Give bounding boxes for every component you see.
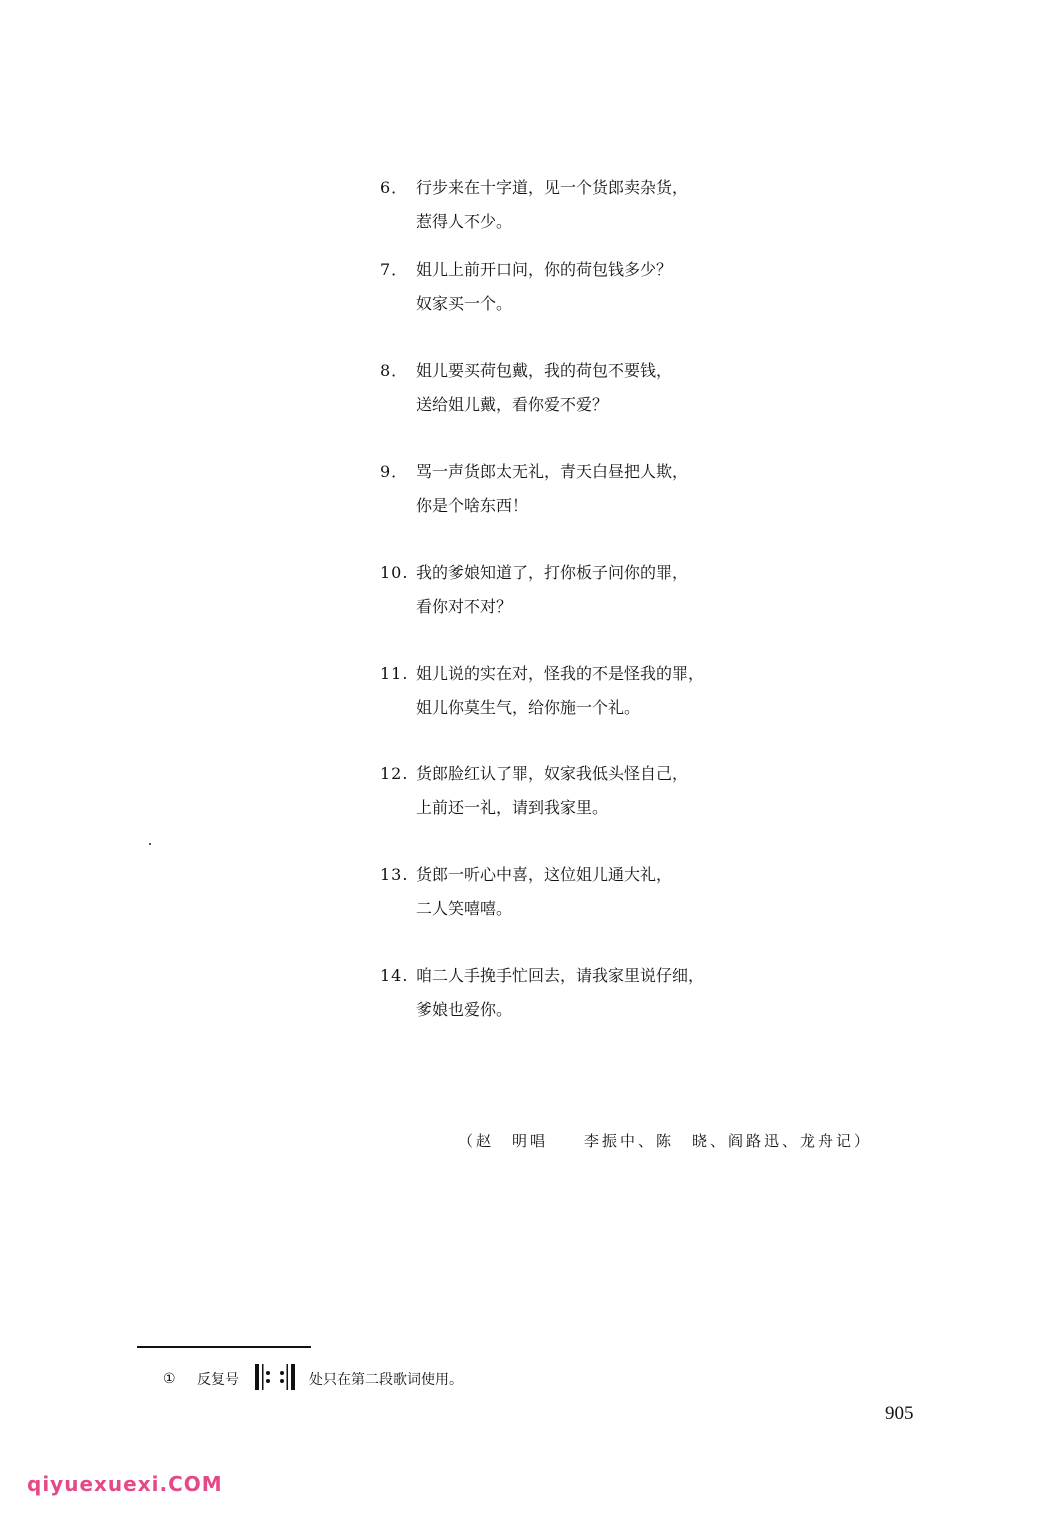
verse-line-2: 奴家买一个。 xyxy=(416,294,513,313)
verse-11 xyxy=(380,664,940,718)
verse-line-1: 我的爹娘知道了，打你板子问你的罪， xyxy=(416,563,689,582)
stray-mark xyxy=(149,843,151,845)
verse-line-1: 姐儿要买荷包戴，我的荷包不要钱， xyxy=(416,361,673,380)
verse-line-1: 姐儿说的实在对，怪我的不是怪我的罪， xyxy=(416,664,705,683)
credit-line xyxy=(458,1130,872,1151)
verse-number: 14. xyxy=(380,966,409,985)
verse-line-2: 送给姐儿戴，看你爱不爱？ xyxy=(416,395,609,414)
verse-line-1: 咱二人手挽手忙回去，请我家里说仔细， xyxy=(416,966,705,985)
verse-line-2: 爹娘也爱你。 xyxy=(416,1000,513,1019)
verse-number: 11. xyxy=(380,664,409,683)
verse-9 xyxy=(380,462,940,516)
watermark: qiyuexuexi.COM xyxy=(27,1472,223,1496)
verse-line-2: 二人笑嘻嘻。 xyxy=(416,899,513,918)
verse-line-2: 姐儿你莫生气，给你施一个礼。 xyxy=(416,698,641,717)
verse-13 xyxy=(380,865,940,919)
footnote-rule xyxy=(137,1346,311,1348)
verse-number: 13. xyxy=(380,865,409,884)
footnote-marker: ① xyxy=(163,1371,176,1387)
verse-10 xyxy=(380,563,940,617)
page-number: 905 xyxy=(885,1403,914,1424)
verse-line-1: 行步来在十字道，见一个货郎卖杂货， xyxy=(416,178,689,197)
verse-line-2: 你是个啥东西！ xyxy=(416,496,529,515)
verse-line-2: 看你对不对？ xyxy=(416,597,513,616)
verse-number: 6． xyxy=(380,178,409,197)
verse-line-1: 姐儿上前开口问，你的荷包钱多少？ xyxy=(416,260,673,279)
footnote-text: 处只在第二段歌词使用。 xyxy=(309,1372,463,1388)
verse-number: 9． xyxy=(380,462,409,481)
verse-6 xyxy=(380,178,940,232)
verse-line-2: 惹得人不少。 xyxy=(416,212,513,231)
credit-recorders: 李振中、陈 晓、阎路迅、龙舟记 xyxy=(584,1132,855,1150)
verse-line-1: 货郎脸红认了罪，奴家我低头怪自己， xyxy=(416,764,689,783)
verse-line-1: 骂一声货郎太无礼，青天白昼把人欺， xyxy=(416,462,689,481)
verse-12 xyxy=(380,764,940,818)
verse-14 xyxy=(380,966,940,1020)
verse-7 xyxy=(380,260,940,314)
verse-number: 7． xyxy=(380,260,409,279)
footnote-label: 反复号 xyxy=(197,1372,239,1388)
verse-number: 12. xyxy=(380,764,409,783)
verse-line-2: 上前还一礼，请到我家里。 xyxy=(416,798,609,817)
credit-close-paren: ） xyxy=(854,1132,873,1150)
footnote xyxy=(163,1363,463,1395)
verse-number: 8． xyxy=(380,361,409,380)
verse-8 xyxy=(380,361,940,415)
repeat-sign-icon xyxy=(253,1363,297,1395)
verse-line-1: 货郎一听心中喜，这位姐儿通大礼， xyxy=(416,865,673,884)
verse-number: 10. xyxy=(380,563,409,582)
credit-open-paren: （ xyxy=(458,1132,477,1150)
credit-singer: 赵 明唱 xyxy=(476,1132,549,1150)
